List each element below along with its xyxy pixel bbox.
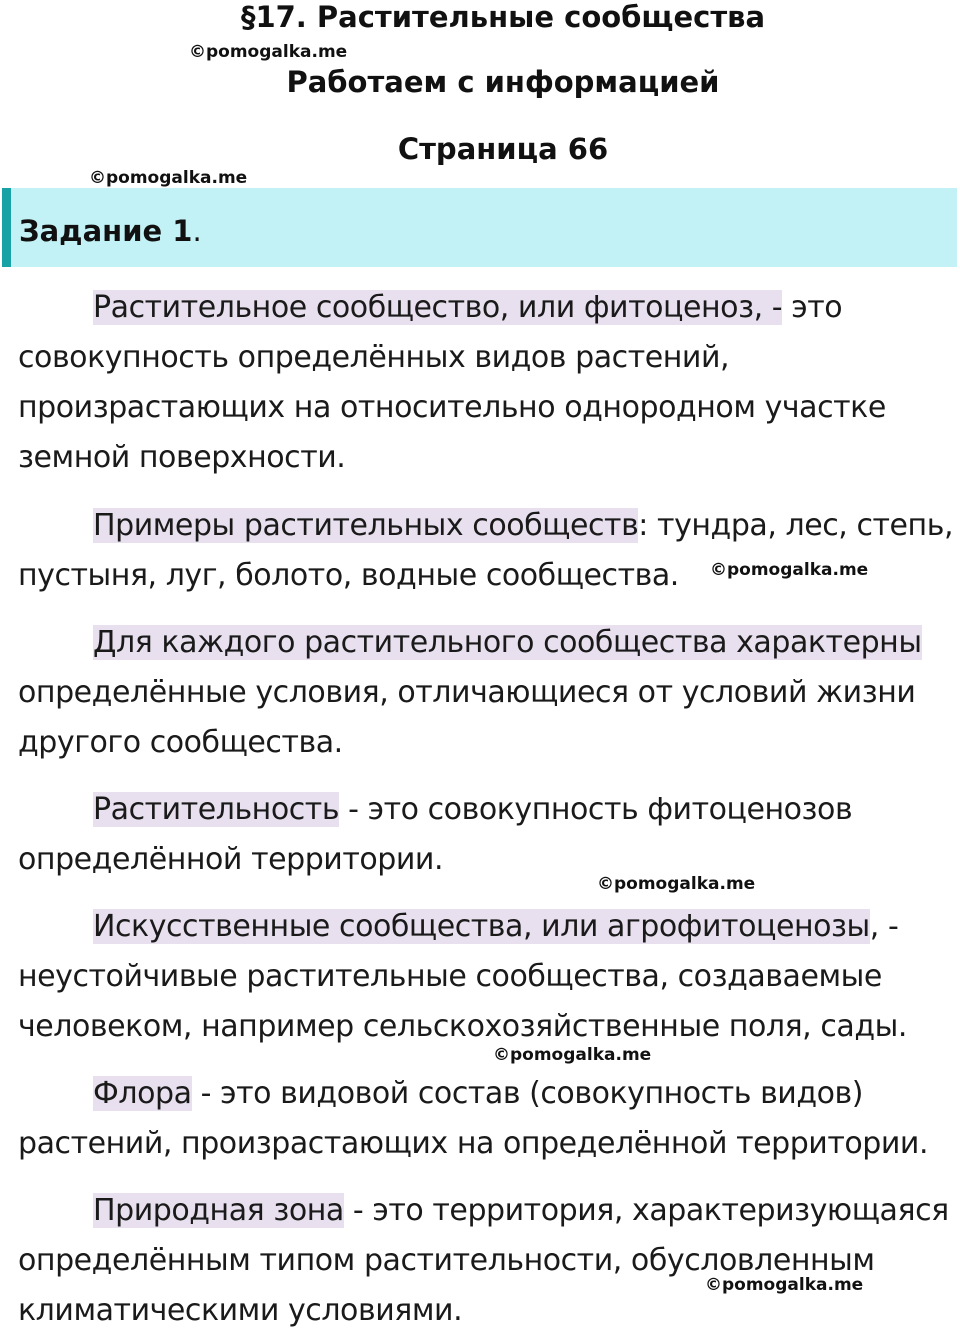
highlighted-term: Растительность xyxy=(93,792,340,827)
watermark: ©pomogalka.me xyxy=(493,1045,652,1065)
paragraph-flora xyxy=(18,1069,960,1169)
highlighted-term: Искусственные сообщества, или агрофитоценозы xyxy=(93,909,870,944)
paragraph-text: это совокупность определённых видов растений, произрастающих на относительно однородном участке земной поверхности. xyxy=(18,290,886,475)
paragraph-definition-phytocenosis xyxy=(18,283,960,483)
highlighted-term: Флора xyxy=(93,1076,192,1111)
page-number: Страница 66 xyxy=(397,132,609,166)
task-label: Задание 1 xyxy=(19,214,193,248)
highlighted-term: Для каждого растительного сообщества характерны xyxy=(93,625,922,660)
paragraph-text: - это территория, характеризующаяся определённым типом растительности, обусловленным климатическими условиями. xyxy=(18,1193,949,1328)
section-subtitle: Работаем с информацией xyxy=(286,65,720,99)
paragraph-text: определённые условия, отличающиеся от условий жизни другого сообщества. xyxy=(18,675,916,760)
paragraph-examples xyxy=(18,501,960,601)
watermark: ©pomogalka.me xyxy=(597,874,756,894)
paragraph-agrophytocenosis xyxy=(18,902,960,1052)
highlighted-term: Растительное сообщество, или фитоценоз, - xyxy=(93,290,783,325)
paragraph-natural-zone xyxy=(18,1186,960,1336)
page-title: §17. Растительные сообщества xyxy=(240,0,766,34)
paragraph-text: - это видовой состав (совокупность видов) растений, произрастающих на определённой территории. xyxy=(18,1076,929,1161)
paragraph-vegetation xyxy=(18,785,960,885)
task-heading xyxy=(2,188,957,267)
watermark: ©pomogalka.me xyxy=(89,168,248,188)
watermark: ©pomogalka.me xyxy=(705,1275,864,1295)
paragraph-conditions xyxy=(18,618,960,768)
watermark: ©pomogalka.me xyxy=(189,42,348,62)
task-dot: . xyxy=(192,214,202,248)
paragraph-text: : тундра, лес, степь, пустыня, луг, болото, водные сообщества. xyxy=(18,508,954,593)
highlighted-term: Природная зона xyxy=(93,1193,344,1228)
paragraph-text: , - неустойчивые растительные сообщества, создаваемые человеком, например сельскохозяйственные поля, сады. xyxy=(18,909,907,1044)
paragraph-text: - это совокупность фитоценозов определённой территории. xyxy=(18,792,853,877)
watermark: ©pomogalka.me xyxy=(710,560,869,580)
highlighted-term: Примеры растительных сообществ xyxy=(93,508,639,543)
